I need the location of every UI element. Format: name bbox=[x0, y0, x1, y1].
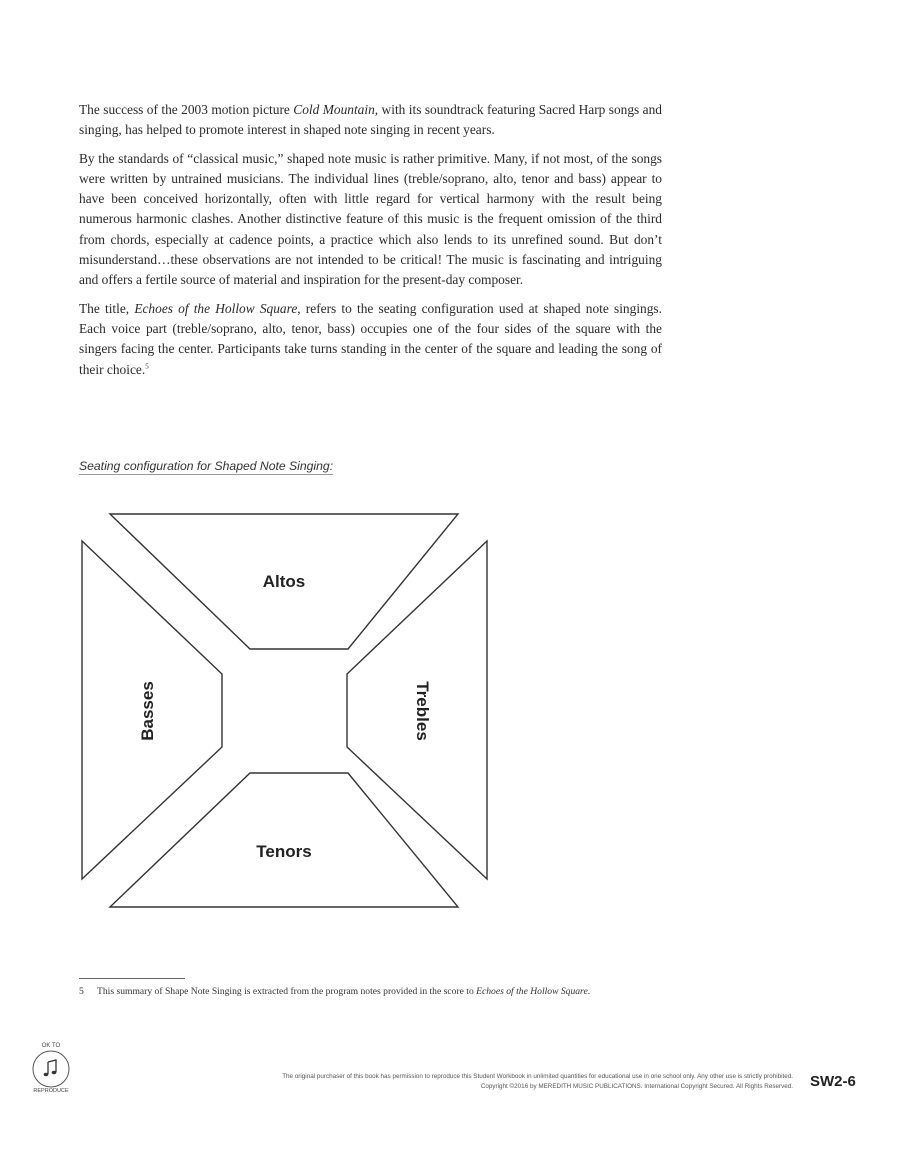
footnote-ref[interactable]: 5 bbox=[145, 362, 149, 371]
film-title: Cold Mountain bbox=[293, 102, 375, 117]
footnote-divider bbox=[79, 978, 185, 979]
legal-line-2: Copyright ©2016 by MEREDITH MUSIC PUBLICATIONS. International Copyright Secured. All Rights Reserved. bbox=[480, 1083, 793, 1090]
ok-to-reproduce-badge bbox=[26, 1036, 76, 1094]
paragraph-3: The title, Echoes of the Hollow Square, refers to the seating configuration used at shaped note singings. Each voice part (treble/soprano, alto, tenor, bass) occupies one of the four sides of the square with the singers facing the center. Participants take turns standing in the center of the square and leading the song of their choice.$^5$ bbox=[79, 300, 662, 377]
badge-bottom-text: REPRODUCE bbox=[33, 1088, 69, 1094]
footnote-number: 5 bbox=[79, 986, 84, 997]
paragraph-2: By the standards of “classical music,” shaped note music is rather primitive. Many, if not most, of the songs were written by untrained musicians. The individual lines (treble/soprano, alto, tenor and bass) appear to have been conceived horizontally, often with little regard for vertical harmony with the result being numerous harmonic clashes. Another distinctive feature of this music is the frequent omission of the third from chords, especially at cadence points, a practice which also lends to its unrefined sound. But don’t misunderstand…these observations are not intended to be critical! The music is fascinating and intriguing and offers a fertile source of material and inspiration for the present-day composer. bbox=[79, 150, 662, 288]
footnote-text: This summary of Shape Note Singing is extracted from the program notes provided in the score to Echoes of the Hollow Square. bbox=[97, 986, 591, 997]
altos-label: Altos bbox=[262, 572, 306, 591]
footnote bbox=[79, 984, 659, 1000]
badge-top-text: OK TO bbox=[41, 1043, 61, 1049]
legal-notice bbox=[80, 1072, 793, 1092]
diagram-caption: Seating configuration for Shaped Note Singing: bbox=[79, 459, 334, 473]
legal-line-1: The original purchaser of this book has permission to reproduce this Student Workbook in unlimited quantities for educational use in one school only. Any other use is strictly prohibited. bbox=[282, 1073, 793, 1080]
piece-title: Echoes of the Hollow Square bbox=[134, 300, 298, 316]
page-number: SW2-6 bbox=[810, 1073, 856, 1090]
basses-label: Basses bbox=[138, 681, 157, 741]
trebles-label: Trebles bbox=[413, 681, 432, 741]
tenors-label: Tenors bbox=[256, 842, 312, 861]
paragraph-1: The success of the 2003 motion picture Cold Mountain, with its soundtrack featuring Sacred Harp songs and singing, has helped to promote interest in shaped note singing in recent years. bbox=[79, 102, 663, 138]
